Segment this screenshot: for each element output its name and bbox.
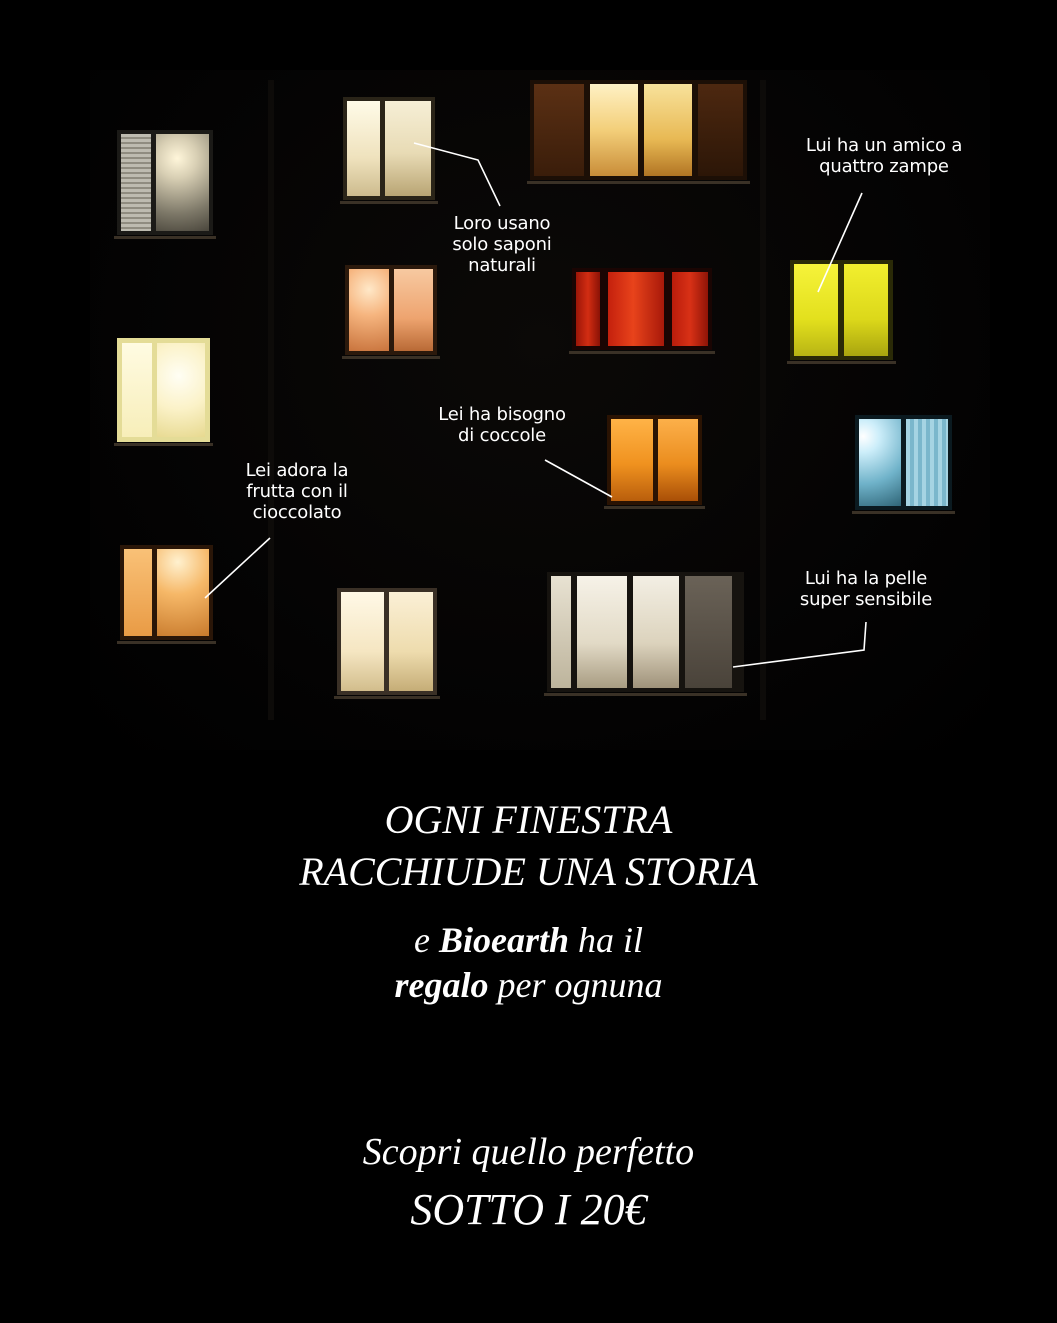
annotation-pointer-line <box>545 460 612 497</box>
annotation-line: Loro usano <box>453 213 551 234</box>
annotation-line: cioccolato <box>252 502 342 523</box>
annotation-pet-friend <box>806 135 962 177</box>
annotation-pointer-line <box>733 622 866 667</box>
headline-line: RACCHIUDE UNA STORIA <box>299 849 758 894</box>
annotation-natural-soaps <box>452 213 551 276</box>
headline-line: OGNI FINESTRA <box>384 797 673 842</box>
annotation-sensitive-skin <box>800 568 932 610</box>
annotation-line: naturali <box>468 255 536 276</box>
subheadline-text: e <box>413 920 439 960</box>
subheadline <box>0 918 1057 1008</box>
subheadline-text: per ognuna <box>488 965 663 1005</box>
annotation-line: Lui ha un amico a <box>805 135 963 156</box>
annotation-pointer-line <box>414 143 500 206</box>
subheadline-line <box>0 963 1057 1008</box>
annotation-chocolate-fruit <box>246 460 349 523</box>
subheadline-emphasis: regalo <box>394 965 489 1005</box>
annotation-line: quattro zampe <box>819 156 949 177</box>
call-to-action <box>0 1123 1057 1239</box>
brand-name: Bioearth <box>438 920 569 960</box>
subheadline-line <box>0 918 1057 963</box>
cta-price-line: SOTTO I 20€ <box>410 1185 647 1234</box>
annotation-line: Lei adora la <box>245 460 349 481</box>
headline <box>0 794 1057 898</box>
annotation-pointer-line <box>205 538 270 598</box>
annotation-line: di coccole <box>458 425 546 446</box>
cta-line: Scopri quello perfetto <box>362 1131 695 1173</box>
annotation-needs-cuddles <box>438 404 566 446</box>
annotation-line: frutta con il <box>246 481 348 502</box>
annotation-line: solo saponi <box>452 234 552 255</box>
annotation-line: super sensibile <box>799 589 933 610</box>
subheadline-text: ha il <box>569 920 644 960</box>
annotation-pointer-line <box>818 193 862 292</box>
annotation-line: Lei ha bisogno <box>438 404 566 425</box>
annotation-line: Lui ha la pelle <box>804 568 928 589</box>
